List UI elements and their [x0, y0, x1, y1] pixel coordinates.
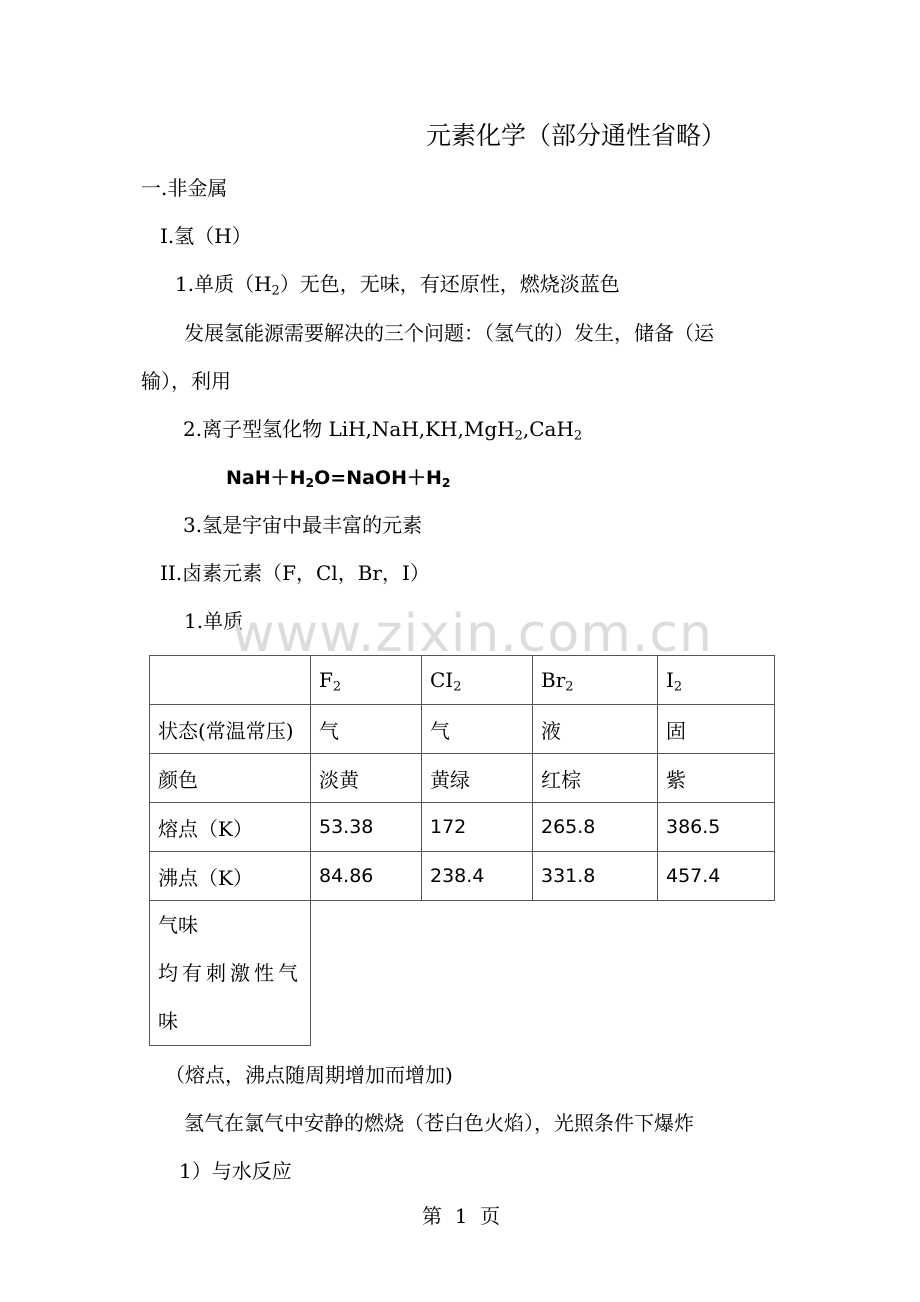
halogen-heading: II.卤素元素（F，Cl，Br，I） [160, 561, 430, 585]
hydrogen-item-1: 1.单质$(H_2)$无色，无味，有还原性，燃烧淡蓝色 [175, 272, 620, 299]
watermark: www.zixin.com.cn [232, 604, 713, 664]
table-header-cell: $CI_2$ [422, 656, 533, 705]
water-reaction-heading: 1）与水反应 [179, 1159, 292, 1183]
table-cell: 黄绿 [422, 754, 533, 803]
table-cell: 气 [311, 705, 422, 754]
table-cell: 固 [658, 705, 775, 754]
table-cell: 172 [422, 803, 533, 852]
odor-line: 均有刺激性气 [158, 961, 302, 985]
table-row [150, 803, 775, 852]
hydrogen-heading: I.氢（H） [160, 224, 252, 248]
table-cell: 紫 [658, 754, 775, 803]
table-cell: 53.38 [311, 803, 422, 852]
hydrogen-energy-line-2: 输），利用 [141, 369, 231, 393]
hydrogen-energy-line-1: 发展氢能源需要解决的三个问题：（氢气的）发生，储备（运 [184, 321, 714, 345]
row-label: 颜色 [150, 754, 311, 803]
table-cell: 气 [422, 705, 533, 754]
table-row [150, 705, 775, 754]
halogen-properties-table [149, 655, 775, 1046]
combustion-note: 氢气在氯气中安静的燃烧（苍白色火焰），光照条件下爆炸 [184, 1111, 694, 1135]
odor-cell [150, 901, 311, 1046]
page-number: 第 1 页 [422, 1204, 501, 1228]
melting-boiling-note: （熔点，沸点随周期增加而增加) [165, 1063, 453, 1087]
table-row [150, 754, 775, 803]
section-heading-nonmetals: 一.非金属 [141, 176, 228, 200]
table-row-odor [150, 901, 775, 1046]
hydrogen-item-3: 3.氢是宇宙中最丰富的元素 [183, 513, 423, 537]
page-title: 元素化学（部分通性省略） [426, 121, 727, 150]
table-cell: 淡黄 [311, 754, 422, 803]
table-cell: 265.8 [533, 803, 658, 852]
reaction-equation: $NaH+H_2O=NaOH+H_2$ [226, 467, 451, 491]
table-cell: 331.8 [533, 852, 658, 901]
hydrogen-item-2: 2.离子型氢化物 LiH,NaH,KH,MgH$_2$,CaH$_2$ [183, 417, 583, 444]
row-label: 状态(常温常压) [150, 705, 311, 754]
table-header-cell: $Br_2$ [533, 656, 658, 705]
row-label: 沸点（K） [150, 852, 311, 901]
table-header-row [150, 656, 775, 705]
table-cell: 液 [533, 705, 658, 754]
halogen-item-1: 1.单质 [184, 609, 244, 633]
odor-line: 味 [158, 1009, 178, 1033]
row-label: 熔点（K） [150, 803, 311, 852]
table-corner-cell [150, 656, 311, 705]
table-row [150, 852, 775, 901]
table-cell: 238.4 [422, 852, 533, 901]
table-cell: 386.5 [658, 803, 775, 852]
table-cell: 457.4 [658, 852, 775, 901]
odor-line: 气味 [158, 913, 198, 937]
table-cell: 84.86 [311, 852, 422, 901]
table-header-cell: $I_2$ [658, 656, 775, 705]
table-header-cell: $F_2$ [311, 656, 422, 705]
empty-cell [311, 901, 775, 1046]
table-cell: 红棕 [533, 754, 658, 803]
